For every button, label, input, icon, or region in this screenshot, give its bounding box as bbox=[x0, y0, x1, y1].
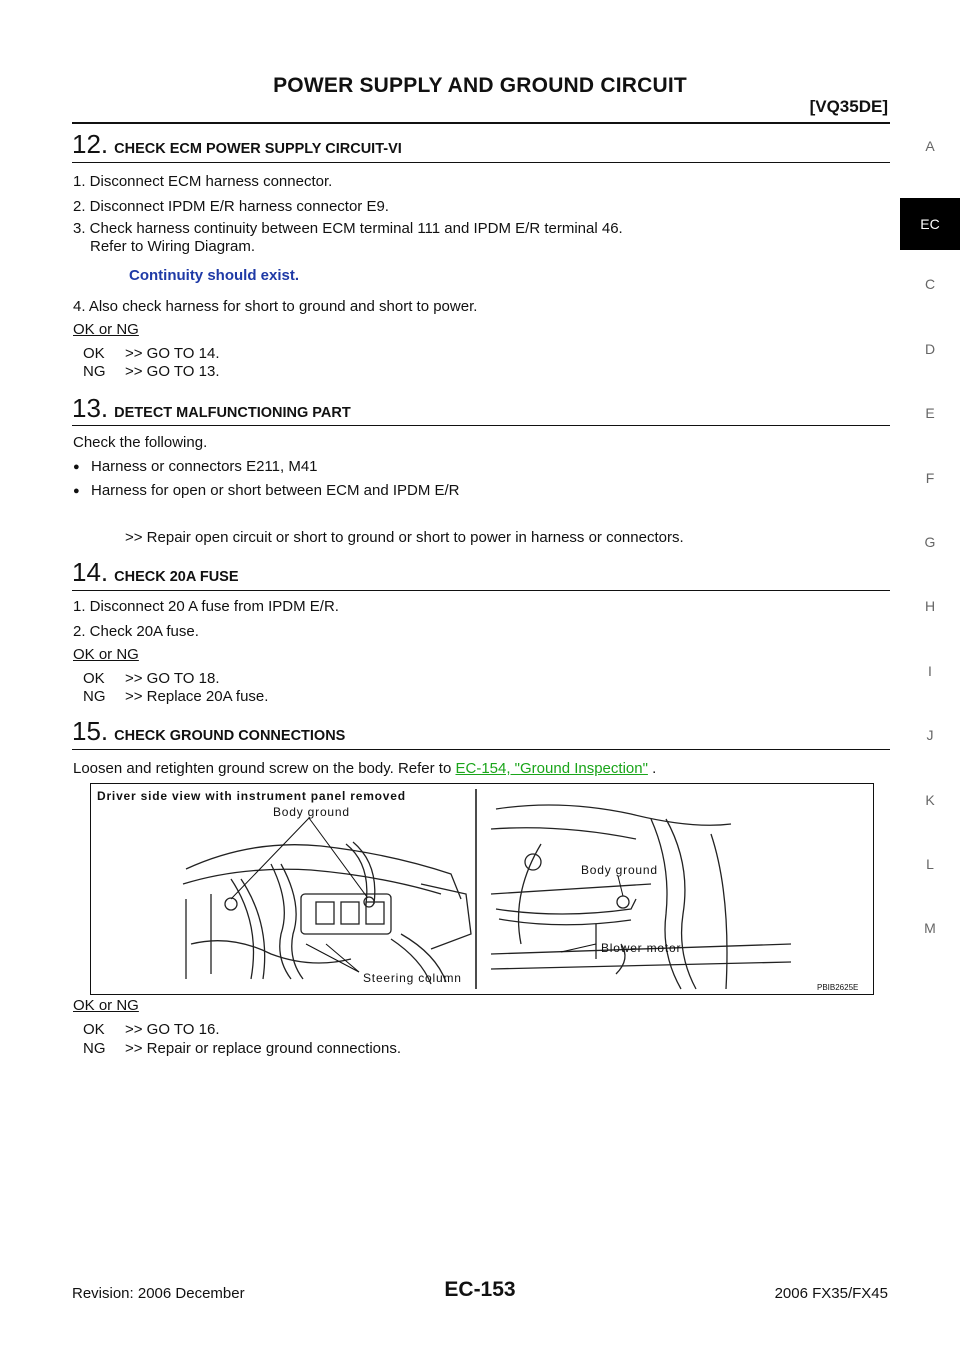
s13-action: >> Repair open circuit or short to ground or short to power in harness or connectors. bbox=[125, 529, 684, 546]
figure-illustration bbox=[91, 784, 873, 994]
side-tab-l[interactable]: L bbox=[926, 856, 934, 872]
side-tab-k[interactable]: K bbox=[925, 792, 935, 808]
s14-ng-action: >> Replace 20A fuse. bbox=[125, 688, 269, 705]
s12-step-4: 4. Also check harness for short to ground and short to power. bbox=[73, 298, 478, 315]
s13-bullet-1-text: Harness or connectors E211, M41 bbox=[91, 458, 318, 475]
header-rule bbox=[72, 122, 890, 124]
s15-ng-action: >> Repair or replace ground connections. bbox=[125, 1040, 402, 1057]
s12-step-3-ref: Refer to Wiring Diagram. bbox=[90, 238, 256, 255]
s15-ok-action: >> GO TO 16. bbox=[125, 1021, 220, 1038]
label-body-ground-right: Body ground bbox=[581, 863, 658, 877]
s14-ok-action: >> GO TO 18. bbox=[125, 670, 220, 687]
section-13-heading bbox=[72, 393, 351, 424]
side-tab-m[interactable]: M bbox=[924, 920, 936, 936]
s15-ok-label: OK bbox=[83, 1021, 105, 1038]
side-tab-h[interactable]: H bbox=[924, 598, 936, 614]
section-13-title: DETECT MALFUNCTIONING PART bbox=[114, 405, 351, 421]
s13-intro: Check the following. bbox=[73, 434, 208, 451]
section-13-number: 13. bbox=[72, 393, 109, 423]
page-subtitle: [VQ35DE] bbox=[809, 97, 888, 116]
label-blower-motor: Blower motor bbox=[601, 941, 682, 955]
section-13-rule bbox=[72, 425, 890, 426]
section-14-number: 14. bbox=[72, 557, 109, 587]
s12-spec: Continuity should exist. bbox=[129, 267, 300, 284]
section-14-heading bbox=[72, 557, 239, 588]
side-tab-i[interactable]: I bbox=[928, 663, 932, 679]
s12-step-2: 2. Disconnect IPDM E/R harness connector E9. bbox=[73, 198, 389, 215]
section-14-rule bbox=[72, 590, 890, 591]
side-tab-ec[interactable]: EC bbox=[900, 198, 960, 250]
s15-ok-or-ng: OK or NG bbox=[73, 997, 139, 1014]
figure-caption: Driver side view with instrument panel removed bbox=[97, 789, 406, 803]
s12-ok-action: >> GO TO 14. bbox=[125, 345, 220, 362]
side-tab-d[interactable]: D bbox=[924, 341, 936, 357]
s13-bullet-1 bbox=[73, 458, 318, 476]
section-15-rule bbox=[72, 749, 890, 750]
s12-step-3: 3. Check harness continuity between ECM terminal 111 and IPDM E/R terminal 46. bbox=[73, 220, 623, 237]
section-15-title: CHECK GROUND CONNECTIONS bbox=[114, 728, 346, 744]
section-12-title: CHECK ECM POWER SUPPLY CIRCUIT-VI bbox=[114, 141, 402, 157]
footer-model: 2006 FX35/FX45 bbox=[774, 1285, 888, 1302]
s12-ng-action: >> GO TO 13. bbox=[125, 363, 220, 380]
s14-ok-label: OK bbox=[83, 670, 105, 687]
section-12-rule bbox=[72, 162, 890, 163]
label-body-ground-left: Body ground bbox=[273, 805, 350, 819]
side-tab-c[interactable]: C bbox=[924, 276, 936, 292]
figure-id: PBIB2625E bbox=[817, 983, 859, 992]
side-tab-j[interactable]: J bbox=[926, 727, 934, 743]
s12-ng-label: NG bbox=[83, 363, 106, 380]
s13-bullet-2-text: Harness for open or short between ECM and IPDM E/R bbox=[91, 482, 460, 499]
label-steering-column: Steering column bbox=[363, 971, 462, 985]
s14-ok-or-ng: OK or NG bbox=[73, 646, 139, 663]
bullet-icon: ● bbox=[73, 485, 80, 497]
side-tab-g[interactable]: G bbox=[924, 534, 936, 550]
side-tab-f[interactable]: F bbox=[925, 470, 935, 486]
ground-connection-figure bbox=[90, 783, 874, 995]
section-15-number: 15. bbox=[72, 716, 109, 746]
s14-step-2: 2. Check 20A fuse. bbox=[73, 623, 199, 640]
s14-step-1: 1. Disconnect 20 A fuse from IPDM E/R. bbox=[73, 598, 339, 615]
section-12-heading bbox=[72, 129, 402, 160]
ground-inspection-link[interactable]: EC-154, "Ground Inspection" bbox=[455, 760, 648, 777]
s15-text bbox=[73, 760, 656, 778]
section-14-title: CHECK 20A FUSE bbox=[114, 569, 239, 585]
bullet-icon: ● bbox=[73, 461, 80, 473]
s12-ok-or-ng: OK or NG bbox=[73, 321, 139, 338]
section-15-heading bbox=[72, 716, 345, 747]
s15-text-pre: Loosen and retighten ground screw on the body. Refer to bbox=[73, 760, 456, 777]
section-12-number: 12. bbox=[72, 129, 109, 159]
page-title: POWER SUPPLY AND GROUND CIRCUIT bbox=[273, 74, 687, 97]
s13-bullet-2 bbox=[73, 482, 460, 500]
s15-ng-label: NG bbox=[83, 1040, 106, 1057]
footer-revision: Revision: 2006 December bbox=[72, 1285, 245, 1302]
s15-text-post: . bbox=[647, 760, 657, 777]
footer-page-number: EC-153 bbox=[444, 1278, 516, 1301]
side-tab-a[interactable]: A bbox=[925, 138, 935, 154]
s12-ok-label: OK bbox=[83, 345, 105, 362]
side-tab-e[interactable]: E bbox=[925, 405, 935, 421]
s14-ng-label: NG bbox=[83, 688, 106, 705]
s12-step-1: 1. Disconnect ECM harness connector. bbox=[73, 173, 333, 190]
